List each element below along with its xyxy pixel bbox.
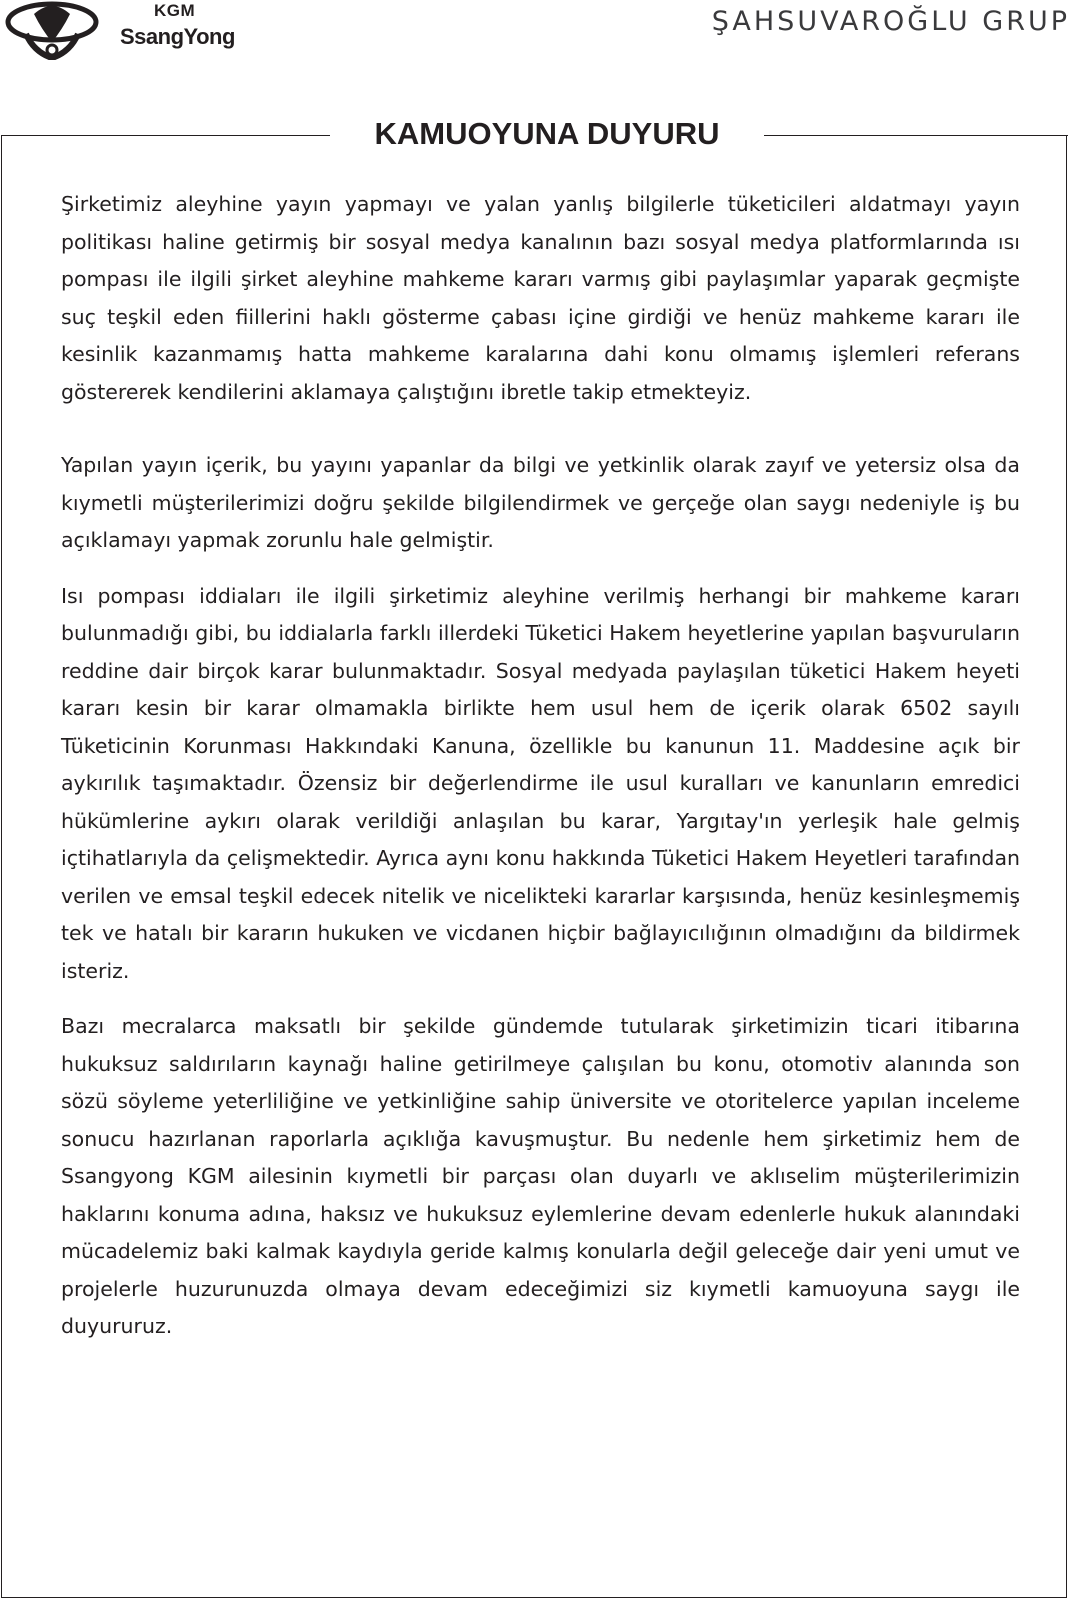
paragraph-2: Yapılan yayın içerik, bu yayını yapanlar da bilgi ve yetkinlik olarak zayıf ve yetersiz olsa da kıymetli müşterilerimizi doğru şekilde bilgilendirmek ve gerçeğe olan saygı nedeniyle iş bu açıklamayı yapmak zorunlu hale gelmiştir. xyxy=(61,453,1020,552)
ssangyong-wordmark: SsangYong xyxy=(120,24,235,49)
kgm-wordmark: KGM xyxy=(154,1,196,20)
ssangyong-emblem-icon xyxy=(4,0,100,60)
paragraph-1: Şirketimiz aleyhine yayın yapmayı ve yalan yanlış bilgilerle tüketicileri aldatmayı yayın politikası haline getirmiş bir sosyal medya kanalının bazı sosyal medya platformlarında ısı pompası ile ilgili şirket aleyhine mahkeme kararı varmış gibi paylaşımlar yaparak geçmişte suç teşkil eden fiillerini haklı gösterme çabası içine girdiği ve henüz mahkeme kararı ile kesinlik kazanmamış hatta mahkeme karalarına dahi konu olmamış işlemleri referans göstererek kendilerini aklamaya çalıştığını ibretle takip etmekteyiz. xyxy=(61,192,1020,404)
paragraph-3: Isı pompası iddiaları ile ilgili şirketimiz aleyhine verilmiş herhangi bir mahkeme kararı bulunmadığı gibi, bu iddialarla farklı illerdeki Tüketici Hakem heyetlerine yapılan başvuruların reddine dair birçok karar bulunmaktadır. Sosyal medyada paylaşılan tüketici Hakem heyeti kararı kesin bir karar olmamakla birlikte hem usul hem de içerik olarak 6502 sayılı Tüketicinin Korunması Hakkındaki Kanuna, özellikle bu kanunun 11. Maddesine açık bir aykırılık taşımaktadır. Özensiz bir değerlendirme ile usul kuralları ve kanunların emredici hükümlerine aykırı olarak verildiği anlaşılan bu karar, Yargıtay'ın yerleşik hale gelmiş içtihatlarıyla da çelişmektedir. Ayrıca aynı konu hakkında Tüketici Hakem Heyetleri tarafından verilen ve emsal teşkil edecek nitelik ve nicelikteki kararlar karşısında, henüz kesinleşmemiş tek ve hatalı bir kararın hukuken ve vicdanen hiçbir bağlayıcılığının olmadığını da bildirmek isteriz. xyxy=(61,583,1020,983)
paragraph-4: Bazı mecralarca maksatlı bir şekilde gündemde tutularak şirketimizin ticari itibarına hukuksuz saldırıların kaynağı haline getirilmeye çalışılan bu konu, otomotiv alanında son sözü söyleme yeterliliğine ve yetkinliğine sahip üniversite ve otoritelerce yapılan inceleme sonucu hazırlanan raporlarla açıklığa kavuşmuştur. Bu nedenle hem şirketimiz hem de Ssangyong KGM ailesinin kıymetli bir parçası olan duyarlı ve aklıselim müşterilerimizin haklarını konuma adına, haksız ve hukuksuz eylemlerine devam edenlerle hukuk alanındaki mücadelemiz baki kalmak kaydıyla geride kalmış konularla değil geleceğe dair yeni umut ve projelerle huzurunuzda olmaya devam edeceğimizi siz kıymetli kamuoyuna saygı ile duyururuz. xyxy=(61,1014,1020,1338)
announcement-body xyxy=(61,186,1020,1346)
sahsuvaroglu-grup-logo: ŞAHSUVAROĞLU GRUP xyxy=(711,6,1070,37)
announcement-title: KAMUOYUNA DUYURU xyxy=(374,116,720,151)
ssangyong-logo xyxy=(4,0,324,62)
